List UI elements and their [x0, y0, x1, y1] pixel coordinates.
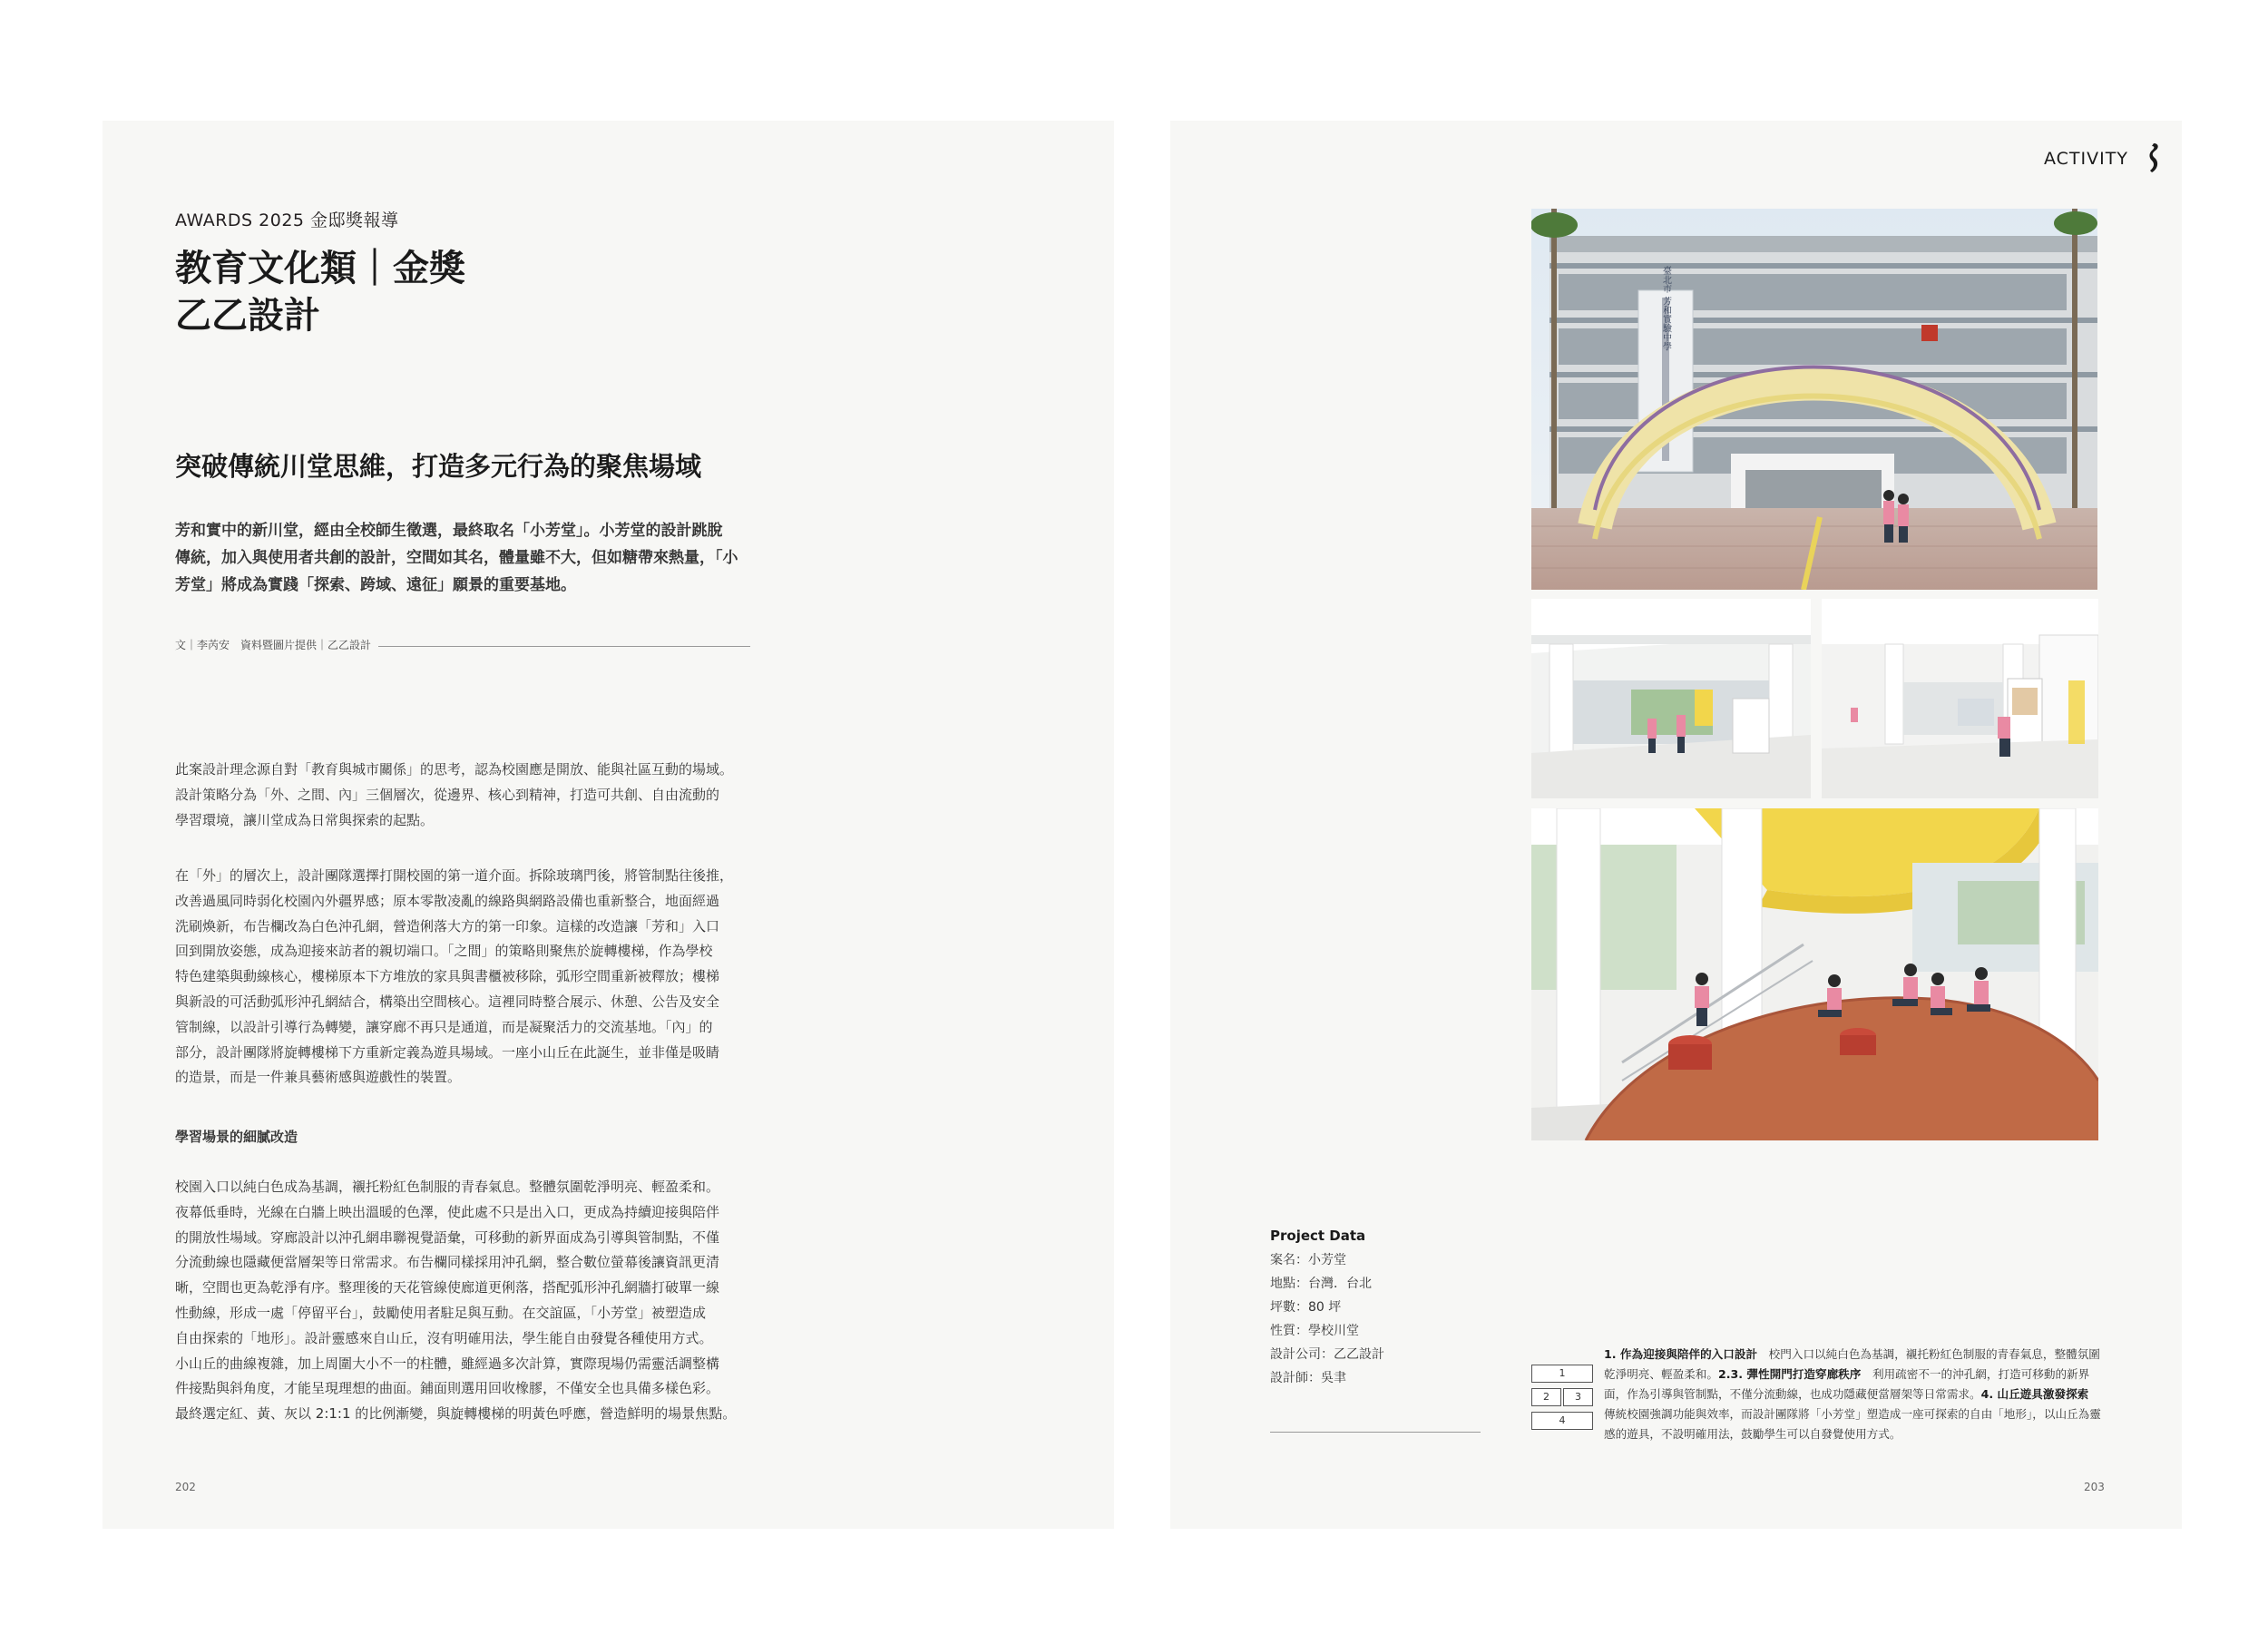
body-line: 晰，空間也更為乾淨有序。整理後的天花管線使廊道更俐落，搭配弧形沖孔網牆打破單一線 [175, 1279, 720, 1296]
body-line: 管制線，以設計引導行為轉變，讓穿廊不再只是通道，而是凝聚活力的交流基地。「內」的 [175, 1018, 713, 1035]
project-data-type: 性質：學校川堂 [1270, 1324, 1359, 1338]
photo-corridor-right [1822, 599, 2098, 798]
body-paragraph-1 [175, 758, 750, 833]
body-line: 設計策略分為「外、之間、內」三個層次，從邊界、核心到精神，打造可共創、自由流動的 [175, 786, 720, 803]
caption-1-text: 校門入口以純白色為基調，襯托粉紅色制服的青春氣息，整體氛圍乾淨明亮、輕盈柔和。 [1604, 1347, 2100, 1381]
body-line: 自由探索的「地形」。設計靈感來自山丘，沒有明確用法，學生能自由發覺各種使用方式。 [175, 1329, 713, 1346]
body-line: 學習環境，讓川堂成為日常與探索的起點。 [175, 811, 435, 828]
body-paragraph-3 [175, 1175, 750, 1427]
photo-key-3: 3 [1563, 1388, 1593, 1406]
body-line: 部分，設計團隊將旋轉樓梯下方重新定義為遊具場域。一座小山丘在此誕生，並非僅是吸睛 [175, 1043, 720, 1061]
body-paragraph-2 [175, 864, 750, 1091]
body-line: 夜幕低垂時，光線在白牆上映出溫暖的色澤，使此處不只是出入口，更成為持續迎接與陪伴 [175, 1203, 720, 1220]
body-line: 在「外」的層次上，設計團隊選擇打開校園的第一道介面。拆除玻璃門後，將管制點往後推， [175, 867, 734, 884]
body-line: 性動線，形成一處「停留平台」，鼓勵使用者駐足與互動。在交誼區，「小芳堂」被塑造成 [175, 1304, 707, 1321]
photo-key-4: 4 [1531, 1412, 1593, 1430]
body-line: 的造景，而是一件兼具藝術感與遊戲性的裝置。 [175, 1069, 462, 1086]
photo-hill-playground [1531, 808, 2098, 1140]
section-label-activity: ACTIVITY [2044, 149, 2128, 169]
article-title [175, 245, 465, 339]
caption-3-heading: 4. 山丘遊具激發探索 [1980, 1387, 2089, 1401]
caption-1-heading: 1. 作為迎接與陪伴的入口設計 [1604, 1347, 1758, 1361]
body-line: 洗刷煥新，布告欄改為白色沖孔網，營造俐落大方的第一印象。這樣的改造讓「芳和」入口 [175, 917, 720, 934]
article-subtitle: 突破傳統川堂思維，打造多元行為的聚焦場域 [175, 451, 702, 482]
lead-line: 芳堂」將成為實踐「探索、跨域、遠征」願景的重要基地。 [175, 576, 576, 594]
body-line: 件接點與斜角度，才能呈現理想的曲面。鋪面則選用回收橡膠，不僅安全也具備多樣色彩。 [175, 1380, 720, 1397]
page-number-left: 202 [175, 1481, 196, 1493]
project-data-company: 設計公司：乙乙設計 [1270, 1347, 1384, 1362]
body-line: 與新設的可活動弧形沖孔網結合，構築出空間核心。這裡同時整合展示、休憩、公告及安全 [175, 993, 720, 1010]
photo-key-1: 1 [1531, 1365, 1593, 1383]
photo-corridor-left [1531, 599, 1811, 798]
body-line: 特色建築與動線核心，樓梯原本下方堆放的家具與書櫃被移除，弧形空間重新被釋放；樓梯 [175, 968, 720, 985]
lead-line: 芳和實中的新川堂，經由全校師生徵選，最終取名「小芳堂」。小芳堂的設計跳脫 [175, 522, 723, 540]
body-line: 分流動線也隱藏便當層架等日常需求。布告欄同樣採用沖孔網，整合數位螢幕後讓資訊更清 [175, 1254, 720, 1271]
awards-kicker: AWARDS 2025 金邸獎報導 [175, 210, 399, 230]
body-line: 回到開放姿態，成為迎接來訪者的親切端口。「之間」的策略則聚焦於旋轉樓梯，作為學校 [175, 943, 713, 960]
body-line: 小山丘的曲線複雜，加上周圍大小不一的柱體，雖經過多次計算，實際現場仍需靈活調整構 [175, 1355, 720, 1372]
section-heading: 學習場景的細膩改造 [175, 1129, 298, 1145]
caption-2-heading: 2.3. 彈性開門打造穿廊秩序 [1717, 1367, 1862, 1381]
body-line: 此案設計理念源自對「教育與城市關係」的思考，認為校園應是開放、能與社區互動的場域。 [175, 761, 734, 778]
caption-2-text: 利用疏密不一的沖孔網，打造可移動的新界面，作為引導與管制點，不僅分流動線，也成功隱藏便當層架等日常需求。 [1604, 1367, 2090, 1401]
byline-rule [378, 646, 750, 647]
byline-row [175, 635, 750, 653]
photo-entrance-gate [1531, 209, 2097, 590]
project-data-name: 案名：小芳堂 [1270, 1253, 1346, 1267]
body-line: 校園入口以純白色成為基調，襯托粉紅色制服的青春氣息。整體氛圍乾淨明亮、輕盈柔和。 [175, 1179, 720, 1195]
photo-key-2: 2 [1531, 1388, 1561, 1406]
lead-paragraph [175, 517, 750, 599]
title-line-firm: 乙乙設計 [175, 295, 320, 337]
body-line: 改善過風同時弱化校園內外疆界感；原本零散凌亂的線路與網路設備也重新整合，地面經過 [175, 892, 720, 909]
project-data-location: 地點：台灣．台北 [1270, 1277, 1372, 1291]
caption-3-text: 傳統校園強調功能與效率，而設計團隊將「小芳堂」塑造成一座可探索的自由「地形」，以山丘為靈感的遊具，不設明確用法，鼓勵學生可以自發覺使用方式。 [1604, 1387, 2101, 1441]
lead-line: 傳統，加入與使用者共創的設計，空間如其名，體量雖不大，但如糖帶來熱量，「小 [175, 549, 738, 567]
gate-sign-text: 臺北市 芳和實驗中學 [1660, 266, 1671, 351]
project-data-title: Project Data [1270, 1228, 1366, 1244]
project-data-designer: 設計師：吳聿 [1270, 1371, 1346, 1385]
title-line-category: 教育文化類｜金獎 [175, 248, 465, 289]
body-line: 最終選定紅、黃、灰以 2:1:1 的比例漸變，與旋轉樓梯的明黃色呼應，營造鮮明的場景焦點。 [175, 1405, 737, 1423]
byline-credit: 文｜李芮安 資料暨圖片提供｜乙乙設計 [175, 638, 372, 651]
photo-caption [1604, 1345, 2108, 1444]
project-data-area: 坪數：80 坪 [1270, 1300, 1342, 1315]
project-data-rule [1270, 1432, 1481, 1433]
page-number-right: 203 [2084, 1481, 2105, 1493]
brand-mark-icon [2141, 142, 2165, 178]
body-line: 的開放性場域。穿廊設計以沖孔網串聯視覺語彙，可移動的新界面成為引導與管制點，不僅 [175, 1228, 720, 1246]
